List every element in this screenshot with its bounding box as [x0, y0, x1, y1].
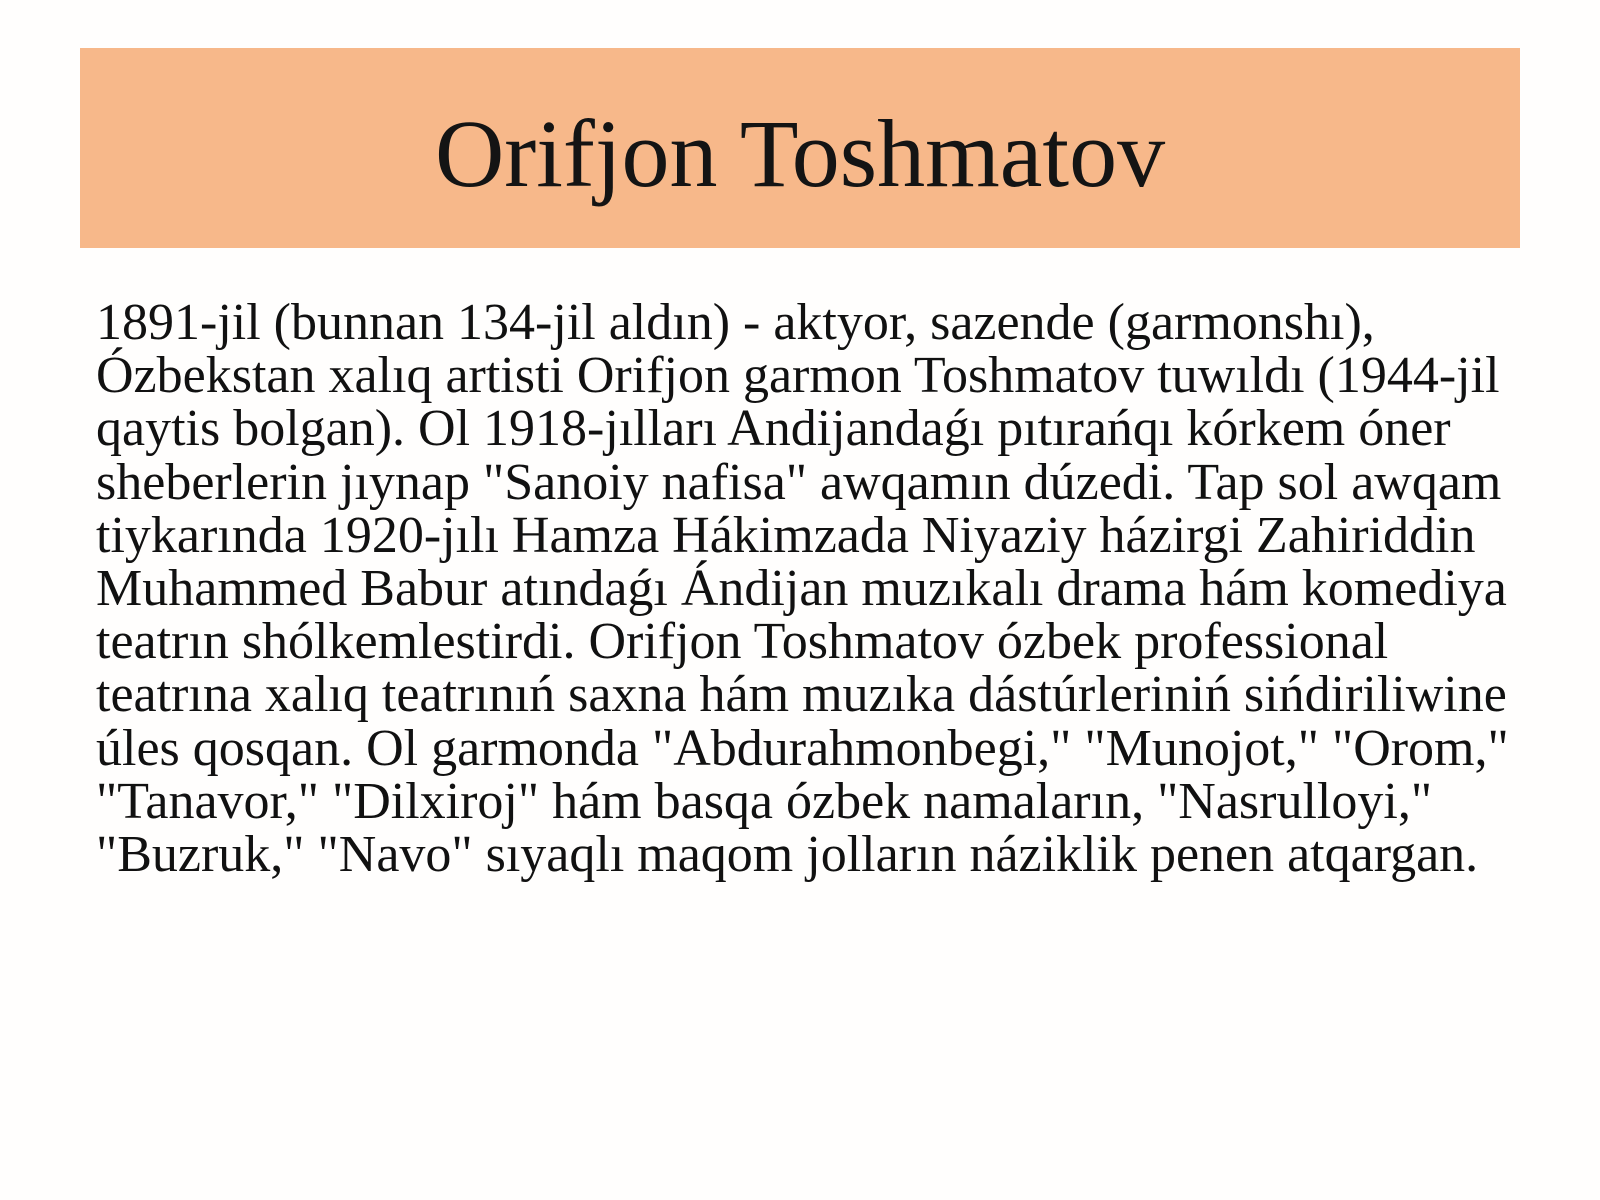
title-banner [80, 48, 1520, 248]
slide-title: Orifjon Toshmatov [434, 100, 1166, 207]
body-paragraph: 1891-jil (bunnan 134-jil aldın) - aktyor, sazende (garmonshı), Ózbekstan xalıq artisti Orifjon garmon Toshmatov tuwıldı (1944-jil qaytis bolgan). Ol 1918-jılları Andijandaǵı pıtırańqı kórkem óner sheberlerin jıynap "Sanoiy nafisa" awqamın dúzedi. Tap sol awqam tiykarında 1920-jılı Hamza Hákimzada Niyaziy házirgi Zahiriddin Muhammed Babur atındaǵı Ándijan muzıkalı drama hám komediya teatrın shólkemlestirdi. Orifjon Toshmatov ózbek professional teatrına xalıq teatrınıń saxna hám muzıka dástúrleriniń sińdiriliwine úles qosqan. Ol garmonda "Abdurahmonbegi," "Munojot," "Orom," "Tanavor," "Dilxiroj" hám basqa ózbek namaların, "Nasrulloyi," "Buzruk," "Navo" sıyaqlı maqom jolların náziklik penen atqargan. [96, 294, 1509, 884]
